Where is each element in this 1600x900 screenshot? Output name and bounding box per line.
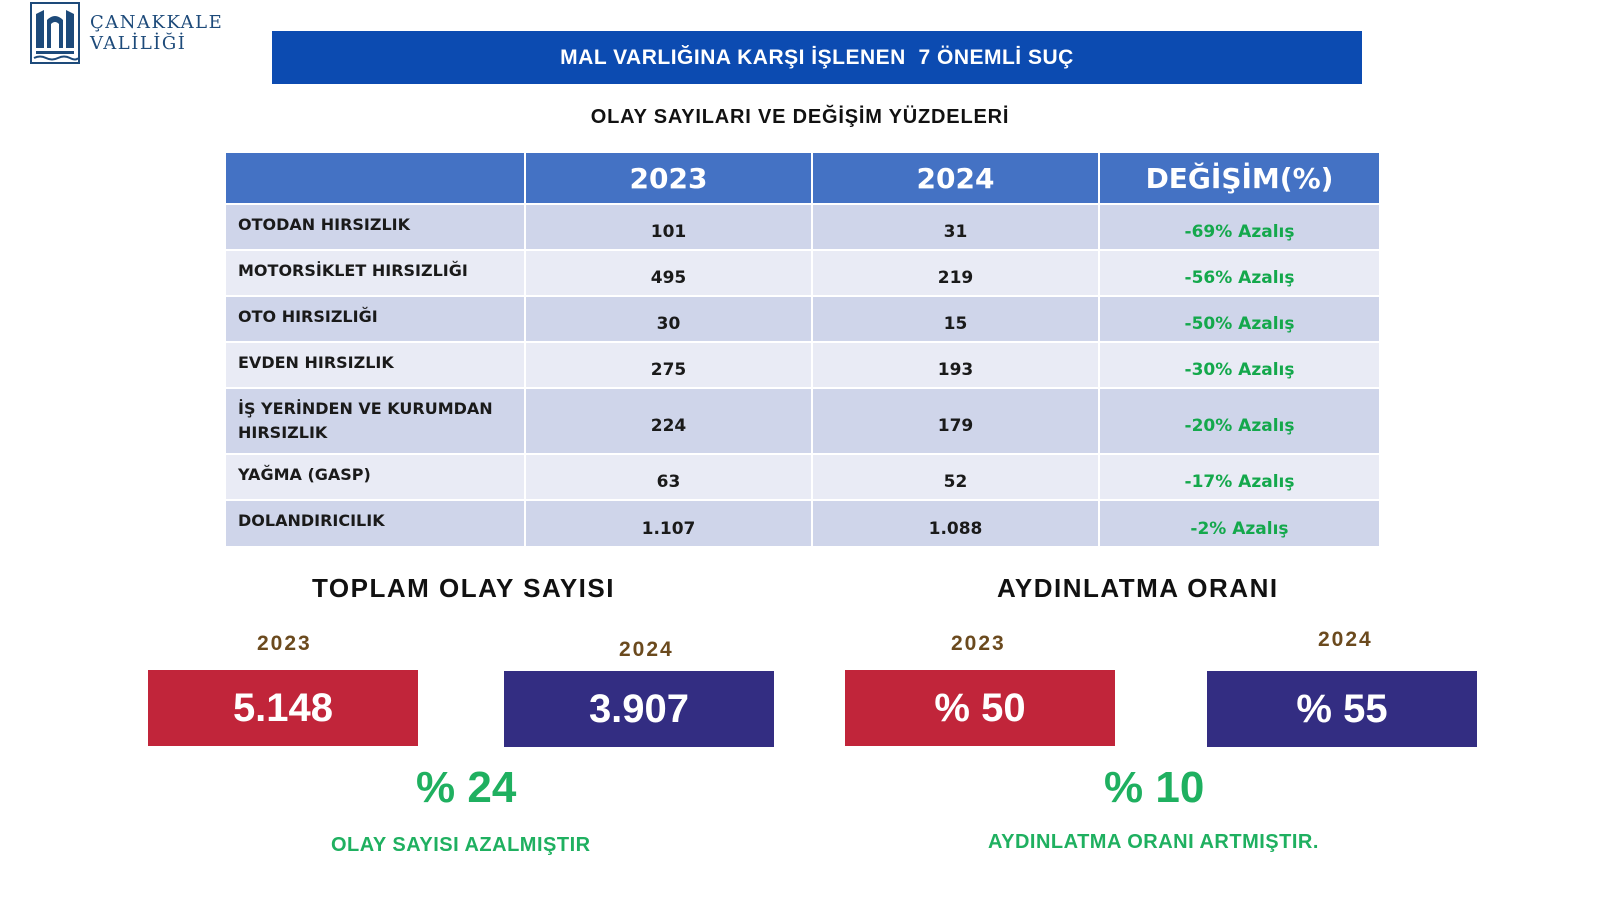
row-change: -69% Azalış — [1099, 204, 1379, 250]
logo-line-1: ÇANAKKALE — [90, 12, 224, 33]
logo — [30, 2, 230, 66]
row-category: MOTORSİKLET HIRSIZLIĞI — [226, 250, 525, 296]
header-2023: 2023 — [525, 153, 812, 204]
row-value-2023: 30 — [525, 296, 812, 342]
row-category: OTODAN HIRSIZLIK — [226, 204, 525, 250]
clearance-section-title: AYDINLATMA ORANI — [997, 573, 1279, 603]
row-value-2024: 179 — [812, 388, 1099, 454]
row-value-2024: 15 — [812, 296, 1099, 342]
row-category: EVDEN HIRSIZLIK — [226, 342, 525, 388]
row-change: -30% Azalış — [1099, 342, 1379, 388]
row-value-2024: 1.088 — [812, 500, 1099, 546]
row-value-2023: 224 — [525, 388, 812, 454]
row-change: -56% Azalış — [1099, 250, 1379, 296]
clearance-value-2023-box: % 50 — [845, 670, 1115, 746]
logo-line-2: VALİLİĞİ — [90, 33, 187, 54]
total-section-title: TOPLAM OLAY SAYISI — [312, 573, 615, 603]
header-category — [226, 153, 525, 204]
row-value-2023: 63 — [525, 454, 812, 500]
canakkale-emblem-icon — [30, 2, 80, 64]
total-year-2024: 2024 — [619, 638, 674, 661]
table-header-row — [226, 153, 1379, 204]
clearance-year-2023: 2023 — [951, 632, 1006, 655]
clearance-year-2024: 2024 — [1318, 628, 1373, 651]
table-row — [226, 388, 1379, 454]
row-value-2024: 52 — [812, 454, 1099, 500]
row-value-2024: 219 — [812, 250, 1099, 296]
total-value-2024-box: 3.907 — [504, 671, 774, 747]
logo-wordmark — [90, 12, 223, 54]
clearance-change-percent: % 10 — [1104, 763, 1205, 812]
header-2024: 2024 — [812, 153, 1099, 204]
total-change-caption: OLAY SAYISI AZALMIŞTIR — [331, 834, 591, 856]
row-change: -2% Azalış — [1099, 500, 1379, 546]
row-category: YAĞMA (GASP) — [226, 454, 525, 500]
header-change: DEĞİŞİM(%) — [1099, 153, 1379, 204]
page-title-banner: MAL VARLIĞINA KARŞI İŞLENEN 7 ÖNEMLİ SUÇ — [272, 31, 1362, 84]
row-change: -20% Azalış — [1099, 388, 1379, 454]
clearance-value-2024-box: % 55 — [1207, 671, 1477, 747]
total-change-percent: % 24 — [416, 763, 517, 812]
row-category: İŞ YERİNDEN VE KURUMDAN HIRSIZLIK — [226, 388, 525, 454]
clearance-change-caption: AYDINLATMA ORANI ARTMIŞTIR. — [988, 831, 1319, 853]
table-row — [226, 296, 1379, 342]
table-row — [226, 250, 1379, 296]
row-category: DOLANDIRICILIK — [226, 500, 525, 546]
table-subtitle: OLAY SAYILARI VE DEĞİŞİM YÜZDELERİ — [590, 106, 1010, 128]
row-change: -50% Azalış — [1099, 296, 1379, 342]
table-row — [226, 500, 1379, 546]
table-row — [226, 454, 1379, 500]
row-value-2023: 1.107 — [525, 500, 812, 546]
total-value-2023-box: 5.148 — [148, 670, 418, 746]
row-change: -17% Azalış — [1099, 454, 1379, 500]
total-year-2023: 2023 — [257, 632, 312, 655]
row-value-2024: 31 — [812, 204, 1099, 250]
row-value-2024: 193 — [812, 342, 1099, 388]
row-value-2023: 101 — [525, 204, 812, 250]
crime-statistics-table — [226, 153, 1379, 546]
row-value-2023: 275 — [525, 342, 812, 388]
row-value-2023: 495 — [525, 250, 812, 296]
table-row — [226, 204, 1379, 250]
row-category: OTO HIRSIZLIĞI — [226, 296, 525, 342]
table-row — [226, 342, 1379, 388]
